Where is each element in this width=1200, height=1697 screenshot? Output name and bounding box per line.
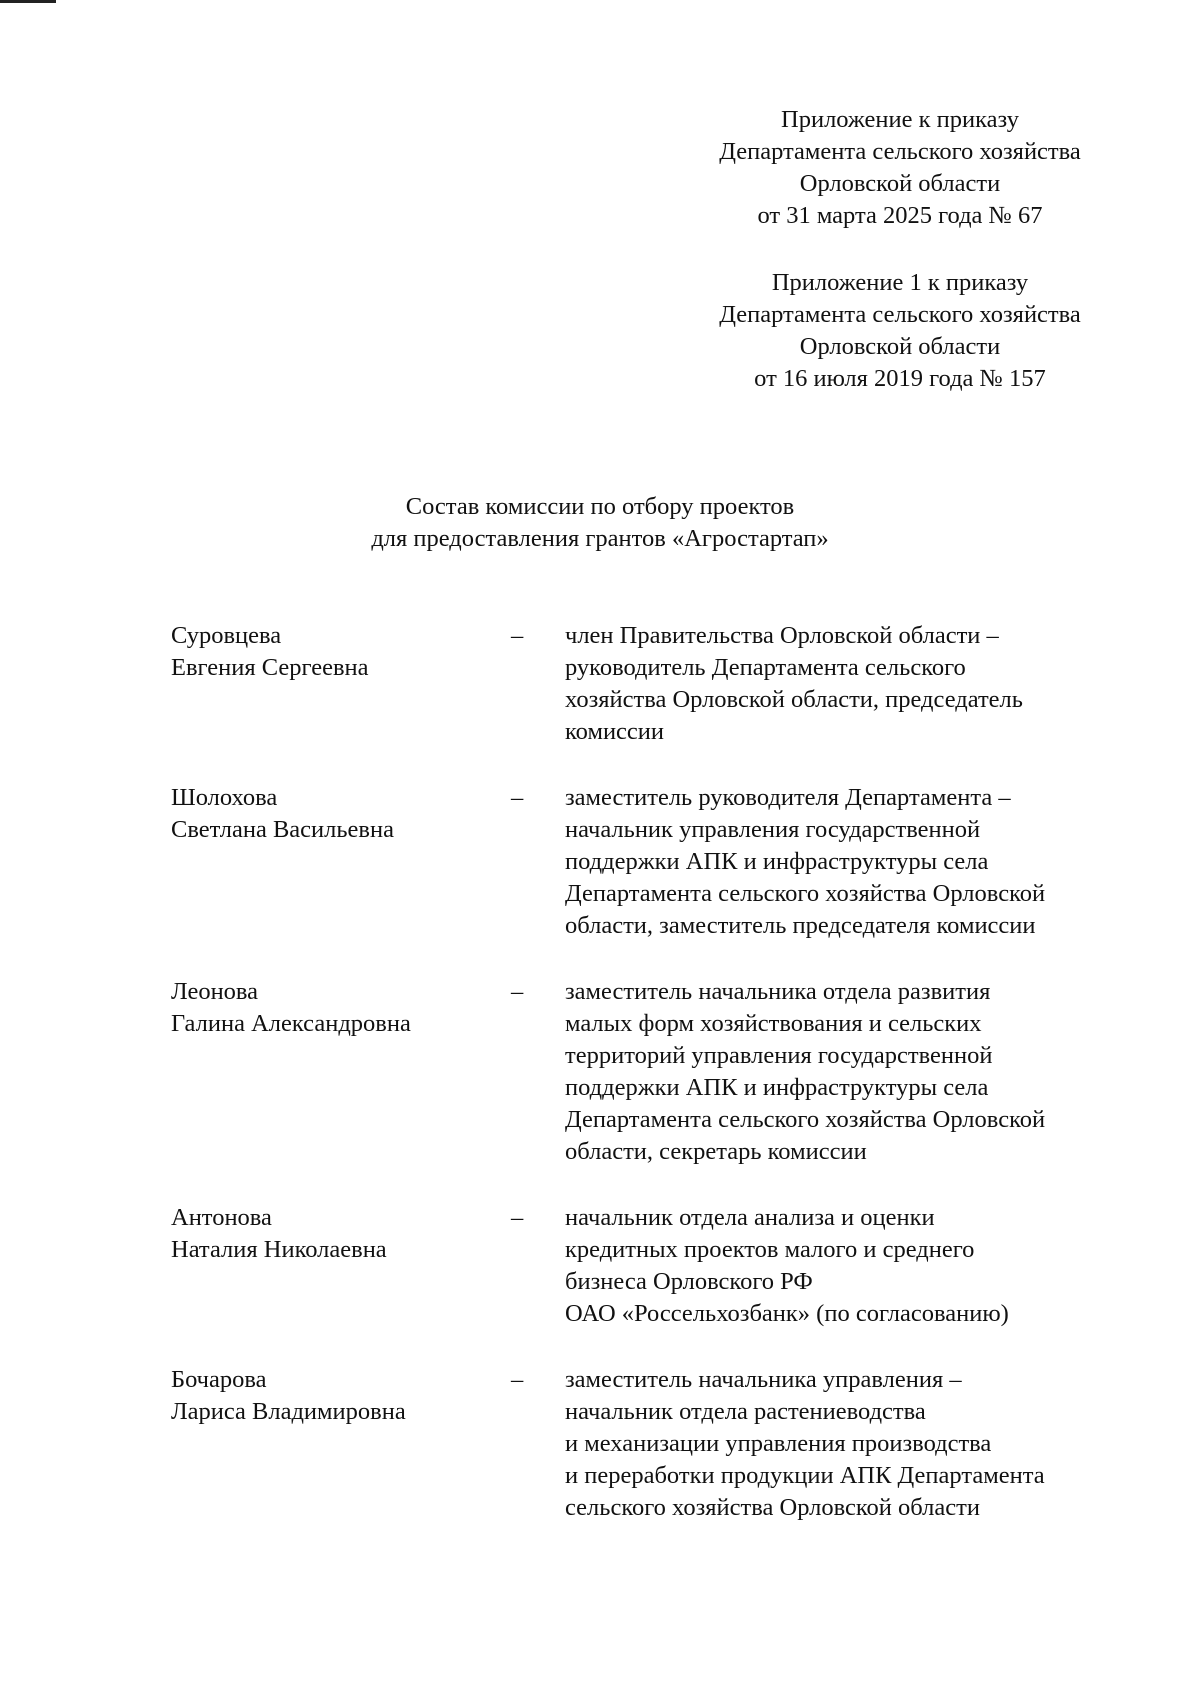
member-entry [171,620,1131,748]
member-given-names: Лариса Владимировна [171,1398,406,1425]
commission-members-list [171,620,1131,1524]
appendix-current-line: Приложение к приказу [781,106,1019,133]
member-given-names: Галина Александровна [171,1010,411,1037]
member-role-line: начальник управления государственной [565,816,981,843]
member-entry [171,976,1131,1168]
appendix-original-block [660,267,1140,395]
member-name [171,976,511,1168]
appendix-current-line: Орловской области [799,170,1001,197]
member-role-line: сельского хозяйства Орловской области [565,1494,980,1521]
member-name [171,782,511,942]
member-role-line: поддержки АПК и инфраструктуры села [565,848,989,875]
member-role-line: заместитель начальника управления – [565,1366,962,1393]
member-role-line: начальник отдела растениеводства [565,1398,926,1425]
member-role-line: хозяйства Орловской области, председатель [565,686,1023,713]
member-role [565,976,1131,1168]
appendix-original-line: от 16 июля 2019 года № 157 [754,365,1046,392]
title-line: Состав комиссии по отбору проектов [405,493,795,520]
member-role-line: и переработки продукции АПК Департамента [565,1462,1045,1489]
member-surname: Антонова [171,1204,272,1231]
member-dash: – [511,1204,524,1231]
member-role-line: член Правительства Орловской области – [565,622,999,649]
member-given-names: Евгения Сергеевна [171,654,369,681]
member-name [171,620,511,748]
member-role-line: кредитных проектов малого и среднего [565,1236,975,1263]
appendix-current-block [660,104,1140,232]
member-role-line: ОАО «Россельхозбанк» (по согласованию) [565,1300,1009,1327]
member-role-line: и механизации управления производства [565,1430,992,1457]
member-role-line: Департамента сельского хозяйства Орловской [565,880,1046,907]
member-dash: – [511,784,524,811]
member-surname: Суровцева [171,622,282,649]
member-name [171,1202,511,1330]
appendix-original-line: Орловской области [799,333,1001,360]
member-role-line: заместитель руководителя Департамента – [565,784,1011,811]
member-surname: Леонова [171,978,259,1005]
member-dash: – [511,622,524,649]
member-entry [171,1364,1131,1524]
appendix-current-line: от 31 марта 2025 года № 67 [757,202,1043,229]
member-role [565,1364,1131,1524]
member-role-line: заместитель начальника отдела развития [565,978,991,1005]
member-role-line: руководитель Департамента сельского [565,654,966,681]
member-name [171,1364,511,1524]
member-surname: Бочарова [171,1366,267,1393]
member-role [565,1202,1131,1330]
member-role-line: Департамента сельского хозяйства Орловской [565,1106,1046,1133]
member-role [565,620,1131,748]
member-role-line: области, заместитель председателя комиссии [565,912,1036,939]
scan-edge-mark [0,0,56,3]
document-title [300,491,900,555]
member-dash: – [511,1366,524,1393]
appendix-original-line: Департамента сельского хозяйства [719,301,1081,328]
member-role [565,782,1131,942]
member-given-names: Наталия Николаевна [171,1236,387,1263]
member-role-line: поддержки АПК и инфраструктуры села [565,1074,989,1101]
member-role-line: комиссии [565,718,665,745]
member-entry [171,1202,1131,1330]
appendix-current-line: Департамента сельского хозяйства [719,138,1081,165]
member-dash: – [511,978,524,1005]
member-role-line: бизнеса Орловского РФ [565,1268,813,1295]
member-surname: Шолохова [171,784,278,811]
member-role-line: малых форм хозяйствования и сельских [565,1010,982,1037]
member-given-names: Светлана Васильевна [171,816,394,843]
appendix-original-line: Приложение 1 к приказу [771,269,1029,296]
member-role-line: территорий управления государственной [565,1042,993,1069]
title-line: для предоставления грантов «Агростартап» [371,525,829,552]
member-entry [171,782,1131,942]
member-role-line: начальник отдела анализа и оценки [565,1204,935,1231]
member-role-line: области, секретарь комиссии [565,1138,867,1165]
